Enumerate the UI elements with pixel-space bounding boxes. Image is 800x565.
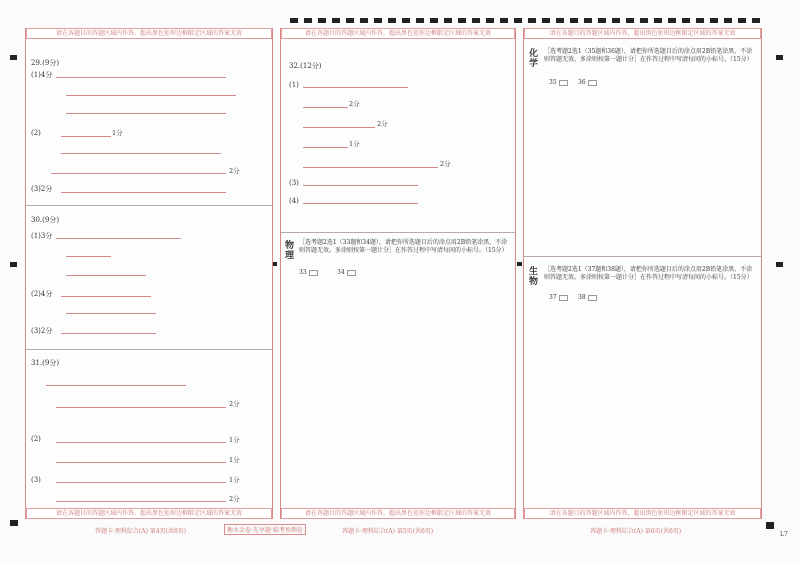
timing-mark: [388, 18, 396, 23]
warning-banner: 请在各题目的答题区域内作答，超出黑色矩形边框限定区域的答案无效: [524, 28, 761, 39]
option-36[interactable]: 36: [578, 79, 597, 87]
score-label: 2分: [377, 120, 388, 128]
part-label: (2): [31, 129, 41, 137]
bubble[interactable]: [588, 80, 597, 86]
answer-panel-right: [523, 28, 762, 519]
elective-instruction: ［选考题2选1（33题和34题），请把你所选题目后的涂点用2B铅笔涂黑，不涂则答题无效。多涂则按第一题计分］在作答过程中写清每问的小标号。（15分）: [299, 239, 508, 254]
corner-mark: [766, 522, 774, 529]
question-title: 32.(12分): [289, 62, 322, 70]
timing-mark: [304, 18, 312, 23]
answer-line[interactable]: [303, 203, 418, 204]
option-38[interactable]: 38: [578, 294, 597, 302]
corner-mark: [10, 520, 18, 526]
timing-mark: [724, 18, 732, 23]
warning-banner: 请在各题目的答题区域内作答，超出黑色矩形边框限定区域的答案无效: [524, 508, 761, 519]
answer-line[interactable]: [56, 238, 181, 239]
answer-line[interactable]: [66, 275, 146, 276]
answer-line[interactable]: [61, 136, 111, 137]
part-label: (3)2分: [31, 327, 53, 335]
option-37[interactable]: 37: [549, 294, 568, 302]
subject-label: 物理: [285, 241, 295, 261]
timing-mark: [402, 18, 410, 23]
option-34[interactable]: 34: [337, 269, 356, 277]
answer-line[interactable]: [61, 333, 156, 334]
elective-instruction: ［选考题2选1（37题和38题），请把你所选题目后的涂点用2B铅笔涂黑，不涂则答题无效。多涂则按第一题计分］在作答过程中写清每问的小标号。（15分）: [544, 266, 753, 281]
answer-line[interactable]: [56, 442, 226, 443]
timing-mark: [556, 18, 564, 23]
footer-page-label: 答题卡·理科综合(A) 第5页(共6页): [342, 528, 434, 535]
timing-mark: [598, 18, 606, 23]
footer-badge: 衡水金卷·先享题·临考预测卷: [224, 524, 306, 535]
part-label: (3): [289, 179, 299, 187]
score-label: 1分: [112, 129, 123, 137]
answer-line[interactable]: [51, 173, 226, 174]
section-divider: [26, 205, 272, 206]
timing-mark: [332, 18, 340, 23]
timing-mark: [752, 18, 760, 23]
score-label: 1分: [229, 456, 240, 464]
timing-mark: [584, 18, 592, 23]
warning-banner: 请在各题目的答题区域内作答，超出黑色矩形边框限定区域的答案无效: [281, 508, 515, 519]
question-title: 31.(9分): [31, 359, 60, 367]
timing-mark: [444, 18, 452, 23]
answer-line[interactable]: [56, 482, 226, 483]
footer-page-label: 答题卡·理科综合(A) 第4页(共6页): [95, 528, 187, 535]
timing-mark: [430, 18, 438, 23]
score-label: 1分: [349, 140, 360, 148]
warning-banner: 请在各题目的答题区域内作答，超出黑色矩形边框限定区域的答案无效: [281, 28, 515, 39]
bubble[interactable]: [309, 270, 318, 276]
warning-banner: 请在各题目的答题区域内作答，超出黑色矩形边框限定区域的答案无效: [26, 28, 272, 39]
answer-line[interactable]: [303, 87, 408, 88]
timing-mark: [710, 18, 718, 23]
answer-line[interactable]: [303, 107, 348, 108]
option-33[interactable]: 33: [299, 269, 318, 277]
part-label: (4): [289, 197, 299, 205]
bubble[interactable]: [559, 80, 568, 86]
part-label: (3)2分: [31, 185, 53, 193]
score-label: 1分: [229, 476, 240, 484]
side-mark: [776, 55, 783, 60]
corner-code: L7: [780, 531, 788, 538]
timing-mark: [668, 18, 676, 23]
timing-mark: [640, 18, 648, 23]
score-label: 2分: [229, 495, 240, 503]
side-mark: [10, 55, 17, 60]
subject-label: 化学: [529, 49, 539, 69]
subject-label: 生物: [529, 267, 539, 287]
timing-mark: [500, 18, 508, 23]
timing-mark: [542, 18, 550, 23]
answer-panel-middle: [280, 28, 516, 519]
score-label: 2分: [349, 100, 360, 108]
part-label: (1)4分: [31, 71, 53, 79]
elective-instruction: ［选考题2选1（35题和36题），请把你所选题目后的涂点用2B铅笔涂黑，不涂则答题无效。多涂则按第一题计分］在作答过程中写清每问的小标号。（15分）: [544, 48, 753, 63]
answer-line[interactable]: [56, 77, 226, 78]
timing-mark: [318, 18, 326, 23]
timing-mark: [290, 18, 298, 23]
timing-mark: [514, 18, 522, 23]
side-mark: [776, 262, 783, 267]
timing-mark: [472, 18, 480, 23]
timing-mark: [682, 18, 690, 23]
answer-line[interactable]: [66, 256, 111, 257]
answer-line[interactable]: [61, 296, 151, 297]
timing-mark: [486, 18, 494, 23]
timing-mark: [458, 18, 466, 23]
question-title: 29.(9分): [31, 59, 60, 67]
timing-mark: [626, 18, 634, 23]
score-label: 1分: [229, 436, 240, 444]
answer-line[interactable]: [66, 313, 156, 314]
part-label: (1): [289, 81, 299, 89]
timing-mark: [416, 18, 424, 23]
timing-mark: [570, 18, 578, 23]
timing-mark: [738, 18, 746, 23]
side-mark: [517, 262, 522, 266]
section-divider: [281, 232, 515, 233]
timing-mark: [528, 18, 536, 23]
answer-line[interactable]: [303, 185, 418, 186]
question-title: 30.(9分): [31, 216, 60, 224]
answer-line[interactable]: [303, 167, 438, 168]
footer-page-label: 答题卡·理科综合(A) 第6页(共6页): [590, 528, 682, 535]
timing-mark: [374, 18, 382, 23]
answer-line[interactable]: [66, 95, 236, 96]
timing-mark: [346, 18, 354, 23]
side-mark: [10, 262, 17, 267]
section-divider: [524, 256, 761, 257]
answer-line[interactable]: [66, 113, 226, 114]
answer-line[interactable]: [61, 153, 221, 154]
answer-line[interactable]: [61, 192, 226, 193]
timing-mark: [360, 18, 368, 23]
answer-line[interactable]: [46, 385, 186, 386]
timing-mark: [696, 18, 704, 23]
answer-line[interactable]: [56, 501, 226, 502]
timing-mark: [654, 18, 662, 23]
section-divider: [26, 349, 272, 350]
answer-line[interactable]: [56, 407, 226, 408]
score-label: 2分: [229, 400, 240, 408]
score-label: 2分: [440, 160, 451, 168]
answer-panel-left: [25, 28, 273, 519]
part-label: (3): [31, 476, 41, 484]
part-label: (2)4分: [31, 290, 53, 298]
option-35[interactable]: 35: [549, 79, 568, 87]
answer-line[interactable]: [56, 462, 226, 463]
answer-line[interactable]: [303, 147, 348, 148]
bubble[interactable]: [588, 295, 597, 301]
bubble[interactable]: [347, 270, 356, 276]
bubble[interactable]: [559, 295, 568, 301]
warning-banner: 请在各题目的答题区域内作答，超出黑色矩形边框限定区域的答案无效: [26, 508, 272, 519]
answer-line[interactable]: [303, 127, 375, 128]
part-label: (1)3分: [31, 232, 53, 240]
timing-mark: [612, 18, 620, 23]
part-label: (2): [31, 435, 41, 443]
score-label: 2分: [229, 167, 240, 175]
